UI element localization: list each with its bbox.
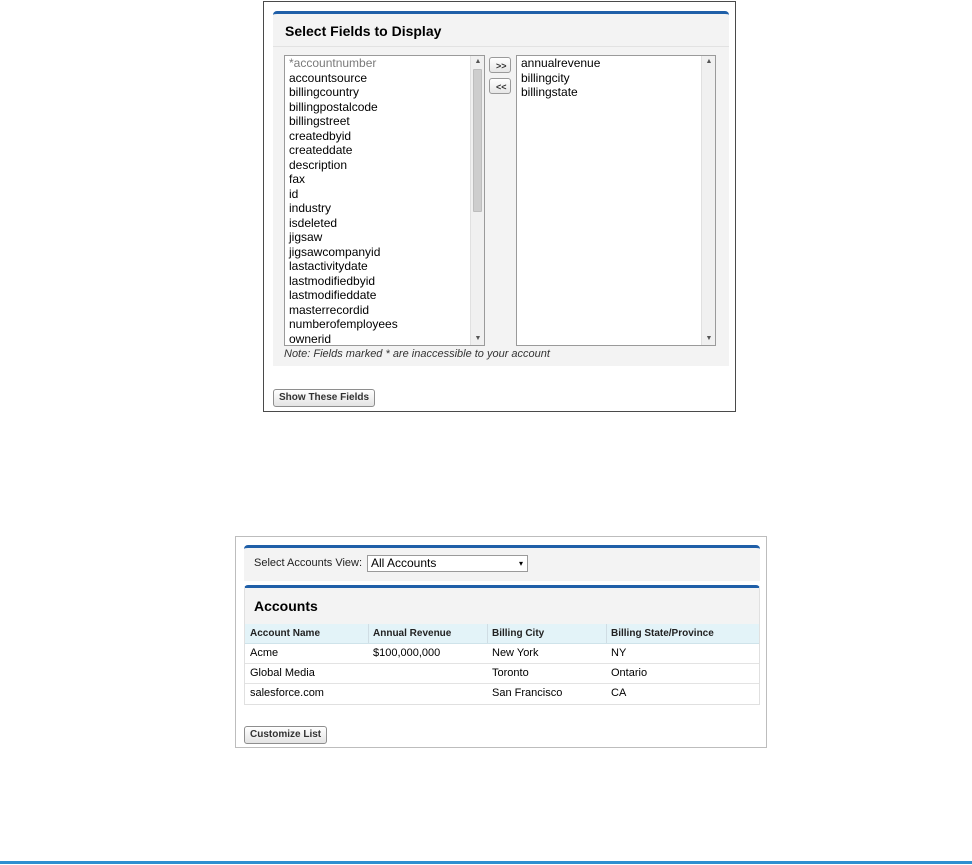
billing-state-cell: CA (611, 687, 627, 699)
available-field-option[interactable]: masterrecordid (289, 302, 370, 317)
billing-city-cell: Toronto (492, 667, 529, 679)
available-field-option[interactable]: fax (289, 172, 306, 186)
selected-fields-list[interactable] (516, 55, 716, 346)
available-fields-scrollbar[interactable] (470, 56, 484, 345)
selected-field-option[interactable]: billingcity (521, 70, 570, 85)
row-divider (245, 663, 759, 664)
title-divider (273, 46, 729, 47)
column-header-account-name[interactable]: Account Name (250, 628, 321, 639)
scroll-up-arrow-icon[interactable]: ▲ (474, 58, 482, 65)
available-field-option[interactable]: lastactivitydate (289, 259, 368, 273)
available-field-option[interactable]: industry (289, 201, 332, 215)
selected-fields-options (517, 56, 715, 100)
scroll-down-arrow-icon[interactable]: ▼ (474, 335, 482, 342)
row-divider (245, 683, 759, 684)
accounts-view-value: All Accounts (371, 556, 437, 570)
accounts-title: Accounts (254, 598, 318, 614)
accounts-header-bg (245, 588, 759, 624)
select-fields-panel (263, 1, 736, 412)
accounts-view-bar (244, 545, 760, 581)
available-fields-list[interactable] (284, 55, 485, 346)
billing-state-cell: Ontario (611, 667, 648, 679)
available-field-option[interactable]: lastmodifiedbyid (289, 273, 376, 288)
accounts-view-label: Select Accounts View: (254, 557, 363, 569)
inaccessible-fields-note: Note: Fields marked * are inaccessible to your account (284, 348, 550, 360)
show-these-fields-button[interactable]: Show These Fields (273, 389, 375, 407)
available-fields-options (285, 56, 484, 346)
accounts-view-select[interactable] (367, 555, 528, 572)
available-field-option[interactable]: billingstreet (289, 114, 350, 128)
select-fields-title: Select Fields to Display (285, 23, 442, 39)
available-field-option[interactable]: description (289, 157, 348, 172)
column-separator (487, 624, 488, 643)
available-field-option[interactable]: billingpostalcode (289, 99, 378, 114)
account-name-cell[interactable]: salesforce.com (250, 687, 324, 699)
column-header-billing-state[interactable]: Billing State/Province (611, 628, 714, 639)
scrollbar-thumb[interactable] (473, 69, 482, 212)
remove-field-button[interactable]: << (489, 78, 511, 94)
annual-revenue-cell: $100,000,000 (373, 647, 441, 659)
scroll-down-arrow-icon[interactable]: ▼ (705, 335, 713, 342)
available-field-option[interactable]: *accountnumber (289, 56, 377, 70)
billing-city-cell: San Francisco (492, 687, 563, 699)
accounts-list-block (244, 585, 760, 705)
selected-field-option[interactable]: billingstate (521, 85, 578, 99)
column-separator (606, 624, 607, 643)
billing-city-cell: New York (492, 647, 539, 659)
accounts-panel (235, 536, 767, 748)
available-field-option[interactable]: jigsawcompanyid (289, 244, 381, 259)
account-name-cell[interactable]: Acme (250, 647, 279, 659)
add-field-button[interactable]: >> (489, 57, 511, 73)
account-name-cell[interactable]: Global Media (250, 667, 315, 679)
column-separator (368, 624, 369, 643)
customize-list-button[interactable]: Customize List (244, 726, 327, 744)
chevron-down-icon: ▾ (518, 559, 523, 568)
available-field-option[interactable]: accountsource (289, 70, 368, 85)
select-fields-block (273, 11, 729, 366)
scroll-up-arrow-icon[interactable]: ▲ (705, 58, 713, 65)
billing-state-cell: NY (611, 647, 627, 659)
available-field-option[interactable]: createdbyid (289, 128, 352, 143)
selected-field-option[interactable]: annualrevenue (521, 56, 601, 70)
available-field-option[interactable]: jigsaw (289, 230, 323, 244)
available-field-option[interactable]: isdeleted (289, 215, 338, 230)
available-field-option[interactable]: ownerid (289, 331, 332, 346)
bottom-rule (0, 861, 972, 864)
selected-fields-scrollbar[interactable] (701, 56, 715, 345)
available-field-option[interactable]: numberofemployees (289, 317, 398, 331)
column-header-billing-city[interactable]: Billing City (492, 628, 545, 639)
column-header-annual-revenue[interactable]: Annual Revenue (373, 628, 452, 639)
available-field-option[interactable]: lastmodifieddate (289, 288, 377, 302)
available-field-option[interactable]: billingcountry (289, 85, 360, 99)
available-field-option[interactable]: createddate (289, 143, 353, 157)
available-field-option[interactable]: id (289, 186, 299, 201)
